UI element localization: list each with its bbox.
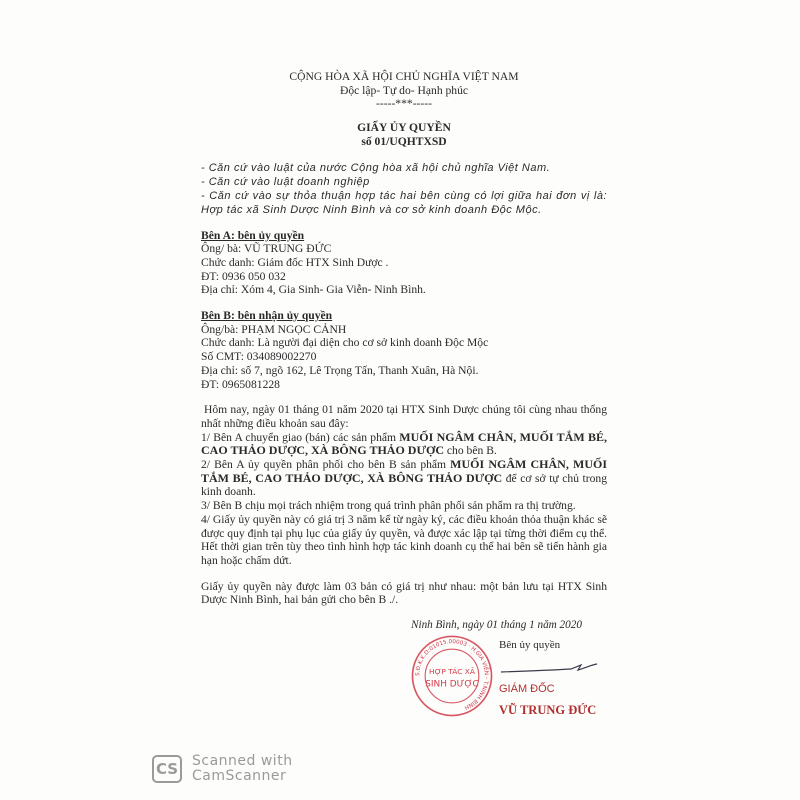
watermark-line-2: CamScanner	[192, 768, 287, 784]
seal-line-2: SINH DƯỢC	[425, 679, 479, 690]
clause-4: 4/ Giấy ủy quyền này có giá trị 3 năm kể từ ngày ký, các điều khoản thỏa thuận khác sẽ được quy định tại phụ lục của giấy ủy quyền, và được xác lập tại từng thời điểm cụ thể. Hết thời gian trên tùy theo tình hình hợp tác kinh doanh cụ thể hai bên sẽ tiến hành gia hạn hoặc chấm dứt.	[201, 512, 607, 567]
copies-paragraph: Giấy ủy quyền này được làm 03 bản có giá trị như nhau: một bản lưu tại HTX Sinh Dược Ninh Bình, hai bản gửi cho bên B ./.	[201, 579, 607, 607]
handwritten-signature	[499, 661, 599, 675]
agreement-body	[201, 403, 607, 607]
products-bold: MUỐI NGÂM CHÂN, MUỐI TẮM BÉ, CAO THẢO DƯỢC, XÀ BÔNG THẢO DƯỢC	[201, 457, 607, 485]
party-b-line: Số CMT: 034089002270	[201, 350, 317, 364]
products-bold: MUỐI NGÂM CHÂN, MUỐI TẮM BÉ, CAO THẢO DƯỢC, XÀ BÔNG THẢO DƯỢC	[201, 429, 607, 458]
company-seal	[411, 635, 493, 717]
document-column	[201, 70, 607, 718]
clause-2: 2/ Bên A ủy quyền phân phối cho bên B sản phẩm MUỐI NGÂM CHÂN, MUỐI TẮM BÉ, CAO THẢO DƯỢC, XÀ BÔNG THẢO DƯỢC để cơ sở tự chủ trong kinh doanh.	[201, 457, 607, 499]
place-date: Ninh Bình, ngày 01 tháng 1 năm 2020	[411, 619, 582, 632]
party-a-heading: Bên A: bên ủy quyền	[201, 228, 305, 242]
document-title: GIẤY ỦY QUYỀN	[357, 121, 451, 135]
seal-ring-text: S.Đ.K.K.D:01015.00003 · H.GIA VIỄN - T.NINH BÌNH	[415, 638, 489, 710]
motto: Độc lập- Tự do- Hạnh phúc	[339, 83, 469, 97]
separator: -----***-----	[376, 97, 432, 111]
camscanner-watermark	[152, 754, 293, 784]
signature-block	[411, 619, 607, 718]
basis-item: - Căn cứ vào sự thỏa thuận hợp tác hai bên cùng có lợi giữa hai đơn vị là: Hợp tác xã Sinh Dược Ninh Bình và cơ sở kinh doanh Độc Mộc.	[201, 189, 607, 216]
party-b-line: Chức danh: Là người đại diện cho cơ sở kinh doanh Độc Mộc	[201, 336, 489, 350]
party-b-line: Địa chỉ: số 7, ngõ 162, Lê Trọng Tấn, Thanh Xuân, Hà Nội.	[201, 363, 479, 377]
party-a-line: Địa chỉ: Xóm 4, Gia Sinh- Gia Viễn- Ninh Bình.	[201, 283, 426, 297]
party-a-line: Chức danh: Giám đốc HTX Sinh Dược .	[201, 255, 389, 269]
camscanner-logo-icon: CS	[152, 755, 182, 783]
party-a-line: ĐT: 0936 050 032	[201, 269, 286, 283]
signer-party: Bên ủy quyền	[499, 638, 561, 651]
party-a	[201, 229, 607, 298]
party-a-line: Ông/ bà: VŨ TRUNG ĐỨC	[201, 242, 332, 256]
party-b	[201, 309, 607, 391]
signer-role: GIÁM ĐỐC	[499, 682, 555, 695]
document-number: số 01/UQHTXSD	[361, 134, 447, 148]
basis-item: - Căn cứ vào luật doanh nghiệp	[201, 175, 370, 188]
watermark-line-1: Scanned with	[192, 753, 293, 769]
party-b-line: ĐT: 0965081228	[201, 377, 280, 391]
clause-1: 1/ Bên A chuyển giao (bán) các sản phẩm MUỐI NGÂM CHÂN, MUỐI TẮM BÉ, CAO THẢO DƯỢC, XÀ BÔNG THẢO DƯỢC cho bên B.	[201, 429, 607, 458]
signer-name: VŨ TRUNG ĐỨC	[499, 703, 597, 718]
intro-paragraph: Hôm nay, ngày 01 tháng 01 năm 2020 tại HTX Sinh Dược chúng tôi cùng nhau thống nhất những điều khoản sau đây:	[201, 403, 607, 430]
clause-3: 3/ Bên B chịu mọi trách nhiệm trong quá trình phân phối sản phẩm ra thị trường.	[201, 499, 576, 513]
basis-item: - Căn cứ vào luật của nước Cộng hòa xã hội chủ nghĩa Việt Nam.	[201, 161, 551, 174]
seal-line-1: HỢP TÁC XÃ	[429, 666, 475, 676]
party-b-line: Ông/bà: PHẠM NGỌC CẢNH	[201, 322, 347, 336]
nation-header: CỘNG HÒA XÃ HỘI CHỦ NGHĨA VIỆT NAM	[289, 70, 519, 83]
party-b-heading: Bên B: bên nhận ủy quyền	[201, 309, 333, 323]
legal-bases	[201, 161, 607, 217]
